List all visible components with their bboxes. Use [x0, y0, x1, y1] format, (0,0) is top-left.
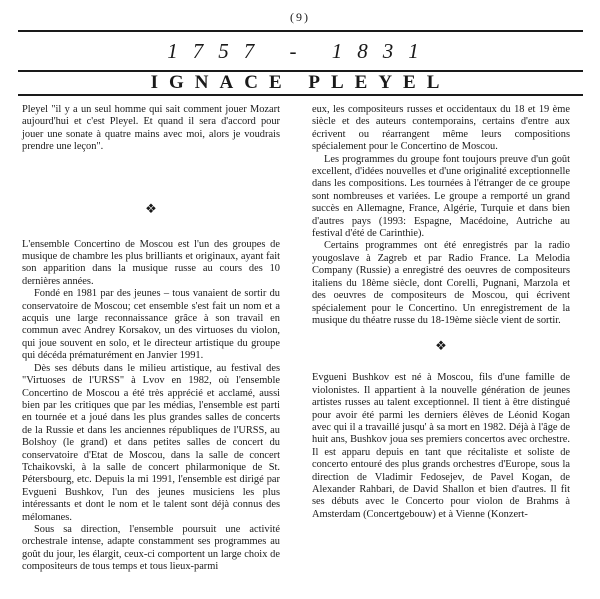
paragraph: Les programmes du groupe font toujours preuve d'un goût excellent, d'idées nouvelles et d'une originalité exceptionnelle dans les compositions. Les tournées à l'étranger de ce groupe sont nombreuses et variées. Le groupe a remporté un grand succès en Allemagne, France, Algérie, Turquie et dans bien d'autres pays (1993: Espagne, Macédoine, Autriche au festival d'été de Carinthie). [312, 153, 570, 240]
composer-years: 1757 - 1831 [167, 39, 434, 63]
top-rule [18, 30, 583, 32]
page-number: (9) [290, 10, 310, 24]
paragraph: eux, les compositeurs russes et occidentaux du 18 et 19 ème siècle et des auteurs contemporains, certains d'entre aux écrivent ou réarrangent même leurs compositions spécialement pour le Concertino de Moscou. [312, 104, 570, 153]
paragraph: Dès ses débuts dans le milieu artistique, au festival des "Virtuoses de l'URSS" à Lvov en 1982, où l'ensemble Concertino de Moscou a été très apprécié et acclamé, aussi bien par les critiques que par les médias, l'ensemble est parti en tournée et a joué dans les plus grandes salles de concerts de la Russie et dans les anciennes républiques de l'URSS, au Bolshoy (le grand) et dans petites salles de concert du conservatoire d'Etat de Moscou, dans la salle de concert Tchaikovski, à la salle de concert philarmonique de St. Pétersbourg, etc. Depuis la mi 1991, l'ensemble est dirigé par Evgueni Bushkov, l'un des jeunes musiciens les plus intéressants et dont le nom et le talent sont déjà connus des mélomanes. [22, 362, 280, 523]
paragraph: L'ensemble Concertino de Moscou est l'un des groupes de musique de chambre les plus brilliants et originaux, ayant fait son apparition dans la musique russe au cours des 10 dernières années. [22, 238, 280, 287]
ornament-icon: ❖ [435, 338, 447, 354]
composer-name: IGNACE PLEYEL [150, 72, 451, 93]
paragraph: Fondé en 1981 par des jeunes – tous vanaient de sortir du conservatoire de Moscou; cet ensemble s'est fait un nom et a acquis une large reconnaissance grâce à son travail en commun avec Andrey Korsakov, un des virtuoses du violon, qui joue souvent en solo, et le directeur artistique du groupe qui décéda prématurément en Janvier 1991. [22, 288, 280, 362]
right-column [312, 104, 570, 521]
paragraph: Evgueni Bushkov est né à Moscou, fils d'une famille de violonistes. Il appartient à la nouvelle génération de jeunes artistes russes au talent exceptionnel. Il tient à être distingué pour avoir été parmi les derniers élèves de Léonid Kogan avec qui il a travaillé jusqu' à sa mort en 1982. Déjà à l'âge de huit ans, Bushkov joua ses premiers concertos avec orchestre. Il est apparu depuis en tant que récitaliste et soliste de concerto entouré des plus grands orchestres d'Europe, sous la direction de Vladimir Fedosejev, de Pavel Kogan, de Alexander Rahbari, de David Shallon et bien d'autres. Il fit ses débuts avec le Concerto pour violon de Brahms à Amsterdam (Concertgebouw) et à Vienne (Konzert- [312, 372, 570, 520]
paragraph: Sous sa direction, l'ensemble poursuit une activité orchestrale intense, adapte constamment ses programmes au goût du jour, les élargit, ceux-ci comportent un large choix de compositeurs de tous temps et tous lieux-parmi [22, 523, 280, 573]
ornament-icon: ❖ [145, 200, 157, 216]
paragraph: Certains programmes ont été enregistrés par la radio yougoslave à Zagreb et par Radio France. La Melodia Company (Russie) a enregistré des oeuvres de compositeurs italiens du 18ème siècle, dont Corelli, Pugnani, Marzola et des oeuvres de compositeurs de Moscou, qui écrivent spécialement pour le Concertino. Un enregistrement de la musique du théatre russe du 18-19ème siècle vient de sortir. [312, 240, 570, 326]
paragraph: Pleyel "il y a un seul homme qui sait comment jouer Mozart aujourd'hui et c'est Pleyel. Et quand il sera d'accord pour jouer une sonate à quatre mains avec moi, alors je voudrais prendre une leçon". [22, 104, 280, 153]
left-column [22, 104, 280, 574]
bottom-rule [18, 94, 583, 96]
